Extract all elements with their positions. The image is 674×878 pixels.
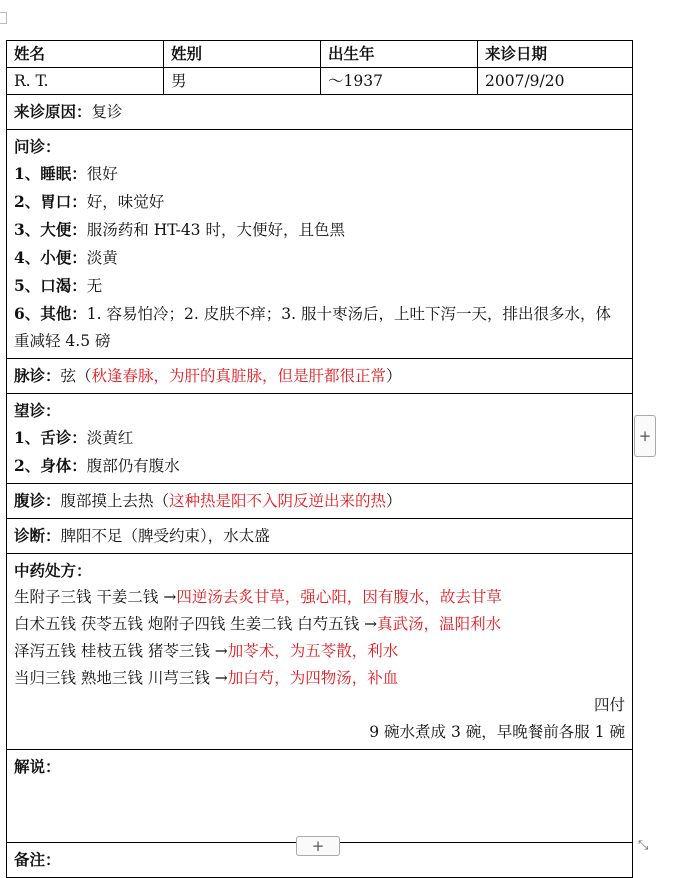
gender-value: 男: [163, 68, 320, 94]
inquiry-item: 3、大便：服汤药和 HT-43 时，大便好，且色黑: [14, 220, 345, 239]
inquiry-item: 5、口渴：无: [14, 276, 103, 295]
observation-title: 望诊：: [14, 401, 61, 420]
observation-item: 1、舌诊：淡黄红: [14, 428, 134, 447]
inquiry-item: 2、胃口：好，味觉好: [14, 192, 165, 211]
birth-year-header: 出生年: [320, 41, 477, 67]
inquiry-item: 4、小便：淡黄: [14, 248, 118, 267]
resize-handle-icon[interactable]: ⤡: [638, 838, 649, 853]
patient-info-row: [7, 67, 632, 94]
abdomen-note: 这种热是阳不入阴反逆出来的热: [169, 492, 387, 510]
explanation-label: 解说：: [14, 757, 61, 776]
birth-year-value: ～1937: [320, 68, 477, 94]
visit-reason-value: 复诊: [91, 103, 123, 121]
diagnosis-row: 诊断：脾阳不足（脾受约束），水太盛: [7, 518, 632, 553]
inquiry-item: 1、睡眠：很好: [14, 164, 118, 183]
inquiry-section: [7, 129, 632, 358]
abdomen-row: 腹诊：腹部摸上去热（这种热是阳不入阴反逆出来的热）: [7, 483, 632, 518]
dose-count: 四付: [593, 696, 625, 714]
remarks-label: 备注：: [14, 850, 61, 869]
prescription-line: 泽泻五钱 桂枝五钱 猪苓三钱 →加苓术，为五苓散，利水: [14, 642, 399, 660]
inquiry-item: 6、其他：1. 容易怕冷；2. 皮肤不痒；3. 服十枣汤后，上吐下泻一天，排出很多水，体重减轻 4.5 磅: [14, 304, 611, 350]
gender-header: 姓别: [163, 41, 320, 67]
arrow-icon: →: [364, 615, 378, 633]
pulse-row: 脉诊：弦（秋逢春脉，为肝的真脏脉，但是肝都很正常）: [7, 358, 632, 393]
add-column-button[interactable]: +: [634, 415, 656, 457]
prescription-section: [7, 553, 632, 749]
name-header: 姓名: [14, 44, 46, 63]
visit-reason-row: [7, 94, 632, 129]
visit-date-header: 来诊日期: [477, 41, 632, 67]
prescription-line: 生附子三钱 干姜二钱 →四逆汤去炙甘草，强心阳，因有腹水，故去甘草: [14, 588, 502, 606]
prescription-line: 白术五钱 茯苓五钱 炮附子四钱 生姜二钱 白芍五钱 →真武汤，温阳利水: [14, 615, 502, 633]
arrow-icon: →: [163, 588, 177, 606]
visit-date-value: 2007/9/20: [477, 68, 632, 94]
explanation-section: [7, 749, 632, 842]
pulse-note: 秋逢春脉，为肝的真脏脉，但是肝都很正常: [91, 367, 387, 385]
observation-section: [7, 393, 632, 483]
prescription-line: 当归三钱 熟地三钱 川芎三钱 →加白芍，为四物汤，补血: [14, 669, 399, 687]
arrow-icon: →: [214, 642, 228, 660]
name-value: R. T.: [14, 72, 49, 90]
case-record-table: [6, 40, 633, 878]
add-row-button[interactable]: +: [296, 836, 340, 856]
arrow-icon: →: [214, 669, 228, 687]
prescription-title: 中药处方：: [14, 561, 92, 580]
inquiry-title: 问诊：: [14, 137, 61, 156]
observation-item: 2、身体：腹部仍有腹水: [14, 456, 180, 475]
visit-reason-label: 来诊原因：: [14, 102, 92, 121]
margin-marker: [0, 12, 7, 24]
dose-instructions: 9 碗水煮成 3 碗，早晚餐前各服 1 碗: [369, 723, 625, 741]
header-row: [7, 41, 632, 67]
